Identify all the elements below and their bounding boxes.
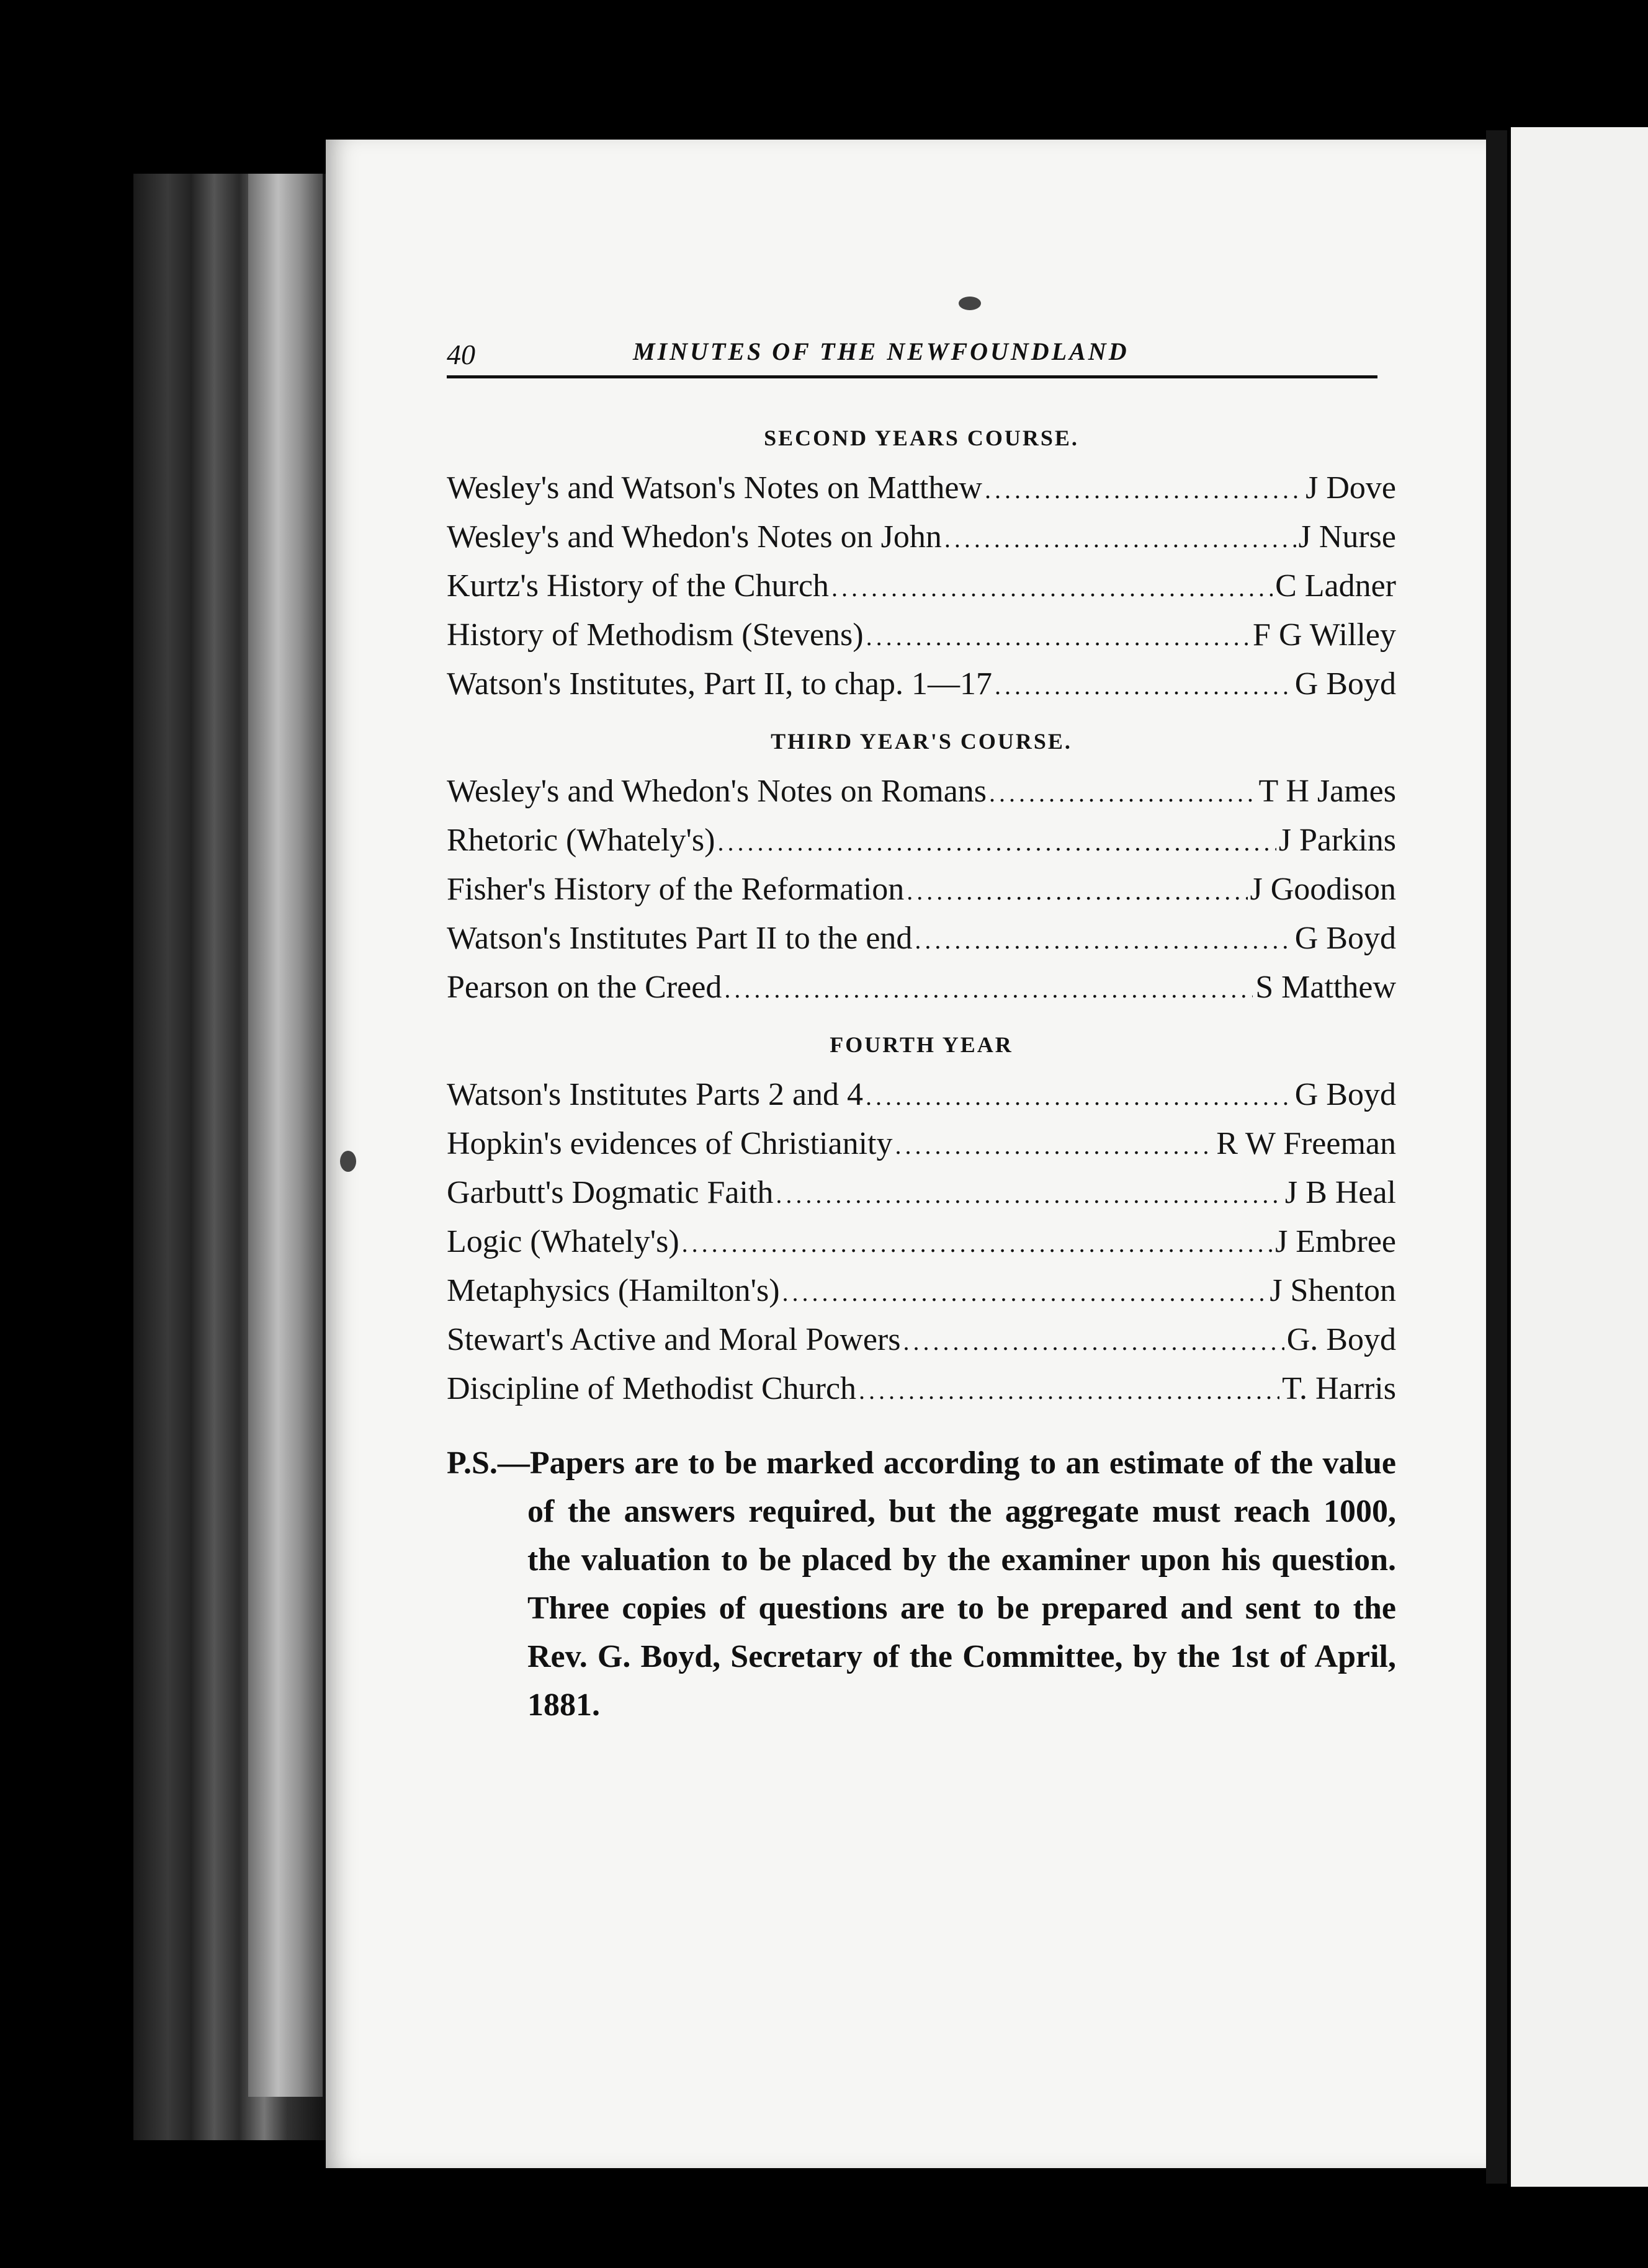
course-examiner: J Parkins (1278, 823, 1396, 858)
section-heading: FOURTH YEAR (830, 1032, 1013, 1057)
course-title: Garbutt's Dogmatic Faith (447, 1175, 774, 1210)
course-title: Fisher's History of the Reformation (447, 872, 905, 907)
course-title: Wesley's and Whedon's Notes on John (447, 519, 942, 555)
course-examiner: T H James (1258, 774, 1396, 809)
dot-leader (859, 1365, 1279, 1414)
course-row (447, 1218, 1396, 1267)
course-row (447, 514, 1396, 563)
course-title: Wesley's and Whedon's Notes on Romans (447, 774, 987, 809)
course-title: Watson's Institutes Part II to the end (447, 921, 913, 956)
course-title: Metaphysics (Hamilton's) (447, 1273, 780, 1308)
course-row (447, 465, 1396, 514)
course-title: Watson's Institutes Parts 2 and 4 (447, 1077, 864, 1112)
third-year-section (447, 728, 1396, 1013)
course-row (447, 1316, 1396, 1365)
course-row (447, 612, 1396, 661)
dot-leader (831, 563, 1273, 612)
course-row (447, 1365, 1396, 1414)
fourth-year-section (447, 1032, 1396, 1414)
course-list (447, 465, 1396, 710)
dot-leader (866, 1071, 1292, 1120)
course-examiner: F G Willey (1253, 617, 1396, 653)
dot-leader (903, 1316, 1284, 1365)
page-number: 40 (447, 339, 475, 370)
course-title: History of Methodism (Stevens) (447, 617, 864, 653)
gutter-shadow (1486, 130, 1507, 2184)
course-examiner: C Ladner (1275, 568, 1396, 604)
facing-page-edge (1511, 127, 1648, 2187)
course-examiner: J Dove (1305, 470, 1396, 506)
postscript-note: P.S.—Papers are to be marked according to an estimate of the value of the answers required, but the aggregate must reach 1000, the valuation to be placed by the examiner upon his question. Three copies of questions are to be prepared and sent to the Rev. G. Boyd, Secretary of the Committee, by the 1st of April, 1881. (447, 1445, 1396, 1723)
course-examiner: S Matthew (1255, 970, 1396, 1005)
dot-leader (724, 964, 1253, 1013)
dot-leader (944, 514, 1296, 563)
course-list (447, 768, 1396, 1013)
section-heading: THIRD YEAR'S COURSE. (771, 729, 1072, 754)
course-examiner: J Shenton (1270, 1273, 1396, 1308)
dot-leader (782, 1267, 1268, 1316)
course-list (447, 1071, 1396, 1414)
course-title: Wesley's and Watson's Notes on Matthew (447, 470, 982, 506)
course-row (447, 563, 1396, 612)
course-title: Stewart's Active and Moral Powers (447, 1322, 901, 1357)
course-examiner: J Embree (1275, 1224, 1396, 1259)
course-examiner: G. Boyd (1286, 1322, 1396, 1357)
dot-leader (776, 1169, 1283, 1218)
page-edge-flap (248, 174, 323, 2097)
course-title: Logic (Whately's) (447, 1224, 679, 1259)
header-rule (447, 375, 1377, 378)
course-examiner: T. Harris (1282, 1371, 1396, 1406)
ink-blot (959, 297, 981, 310)
course-row (447, 915, 1396, 964)
dot-leader (866, 612, 1250, 661)
dot-leader (989, 768, 1256, 817)
course-title: Rhetoric (Whately's) (447, 823, 715, 858)
dot-leader (985, 465, 1303, 514)
ink-blot (340, 1151, 356, 1172)
dot-leader (895, 1120, 1214, 1169)
section-heading: SECOND YEARS COURSE. (764, 426, 1079, 450)
course-examiner: J B Heal (1284, 1175, 1396, 1210)
running-title: MINUTES OF THE NEWFOUNDLAND (633, 337, 1129, 365)
course-row (447, 866, 1396, 915)
course-title: Watson's Institutes, Part II, to chap. 1—17 (447, 666, 992, 702)
course-examiner: G Boyd (1294, 666, 1396, 702)
course-row (447, 661, 1396, 710)
course-title: Pearson on the Creed (447, 970, 722, 1005)
course-row (447, 1267, 1396, 1316)
course-row (447, 1120, 1396, 1169)
dot-leader (682, 1218, 1273, 1267)
course-title: Hopkin's evidences of Christianity (447, 1126, 893, 1161)
course-title: Kurtz's History of the Church (447, 568, 829, 604)
course-row (447, 768, 1396, 817)
course-row (447, 1169, 1396, 1218)
course-examiner: J Goodison (1250, 872, 1396, 907)
dot-leader (717, 817, 1276, 866)
course-row (447, 1071, 1396, 1120)
course-content (447, 406, 1396, 1762)
dot-leader (995, 661, 1292, 710)
course-examiner: R W Freeman (1216, 1126, 1396, 1161)
course-examiner: G Boyd (1294, 921, 1396, 956)
dot-leader (907, 866, 1247, 915)
course-examiner: J Nurse (1298, 519, 1396, 555)
page-header (447, 332, 1377, 382)
course-row (447, 964, 1396, 1013)
course-examiner: G Boyd (1294, 1077, 1396, 1112)
second-year-section (447, 425, 1396, 710)
course-row (447, 817, 1396, 866)
dot-leader (915, 915, 1292, 964)
course-title: Discipline of Methodist Church (447, 1371, 857, 1406)
